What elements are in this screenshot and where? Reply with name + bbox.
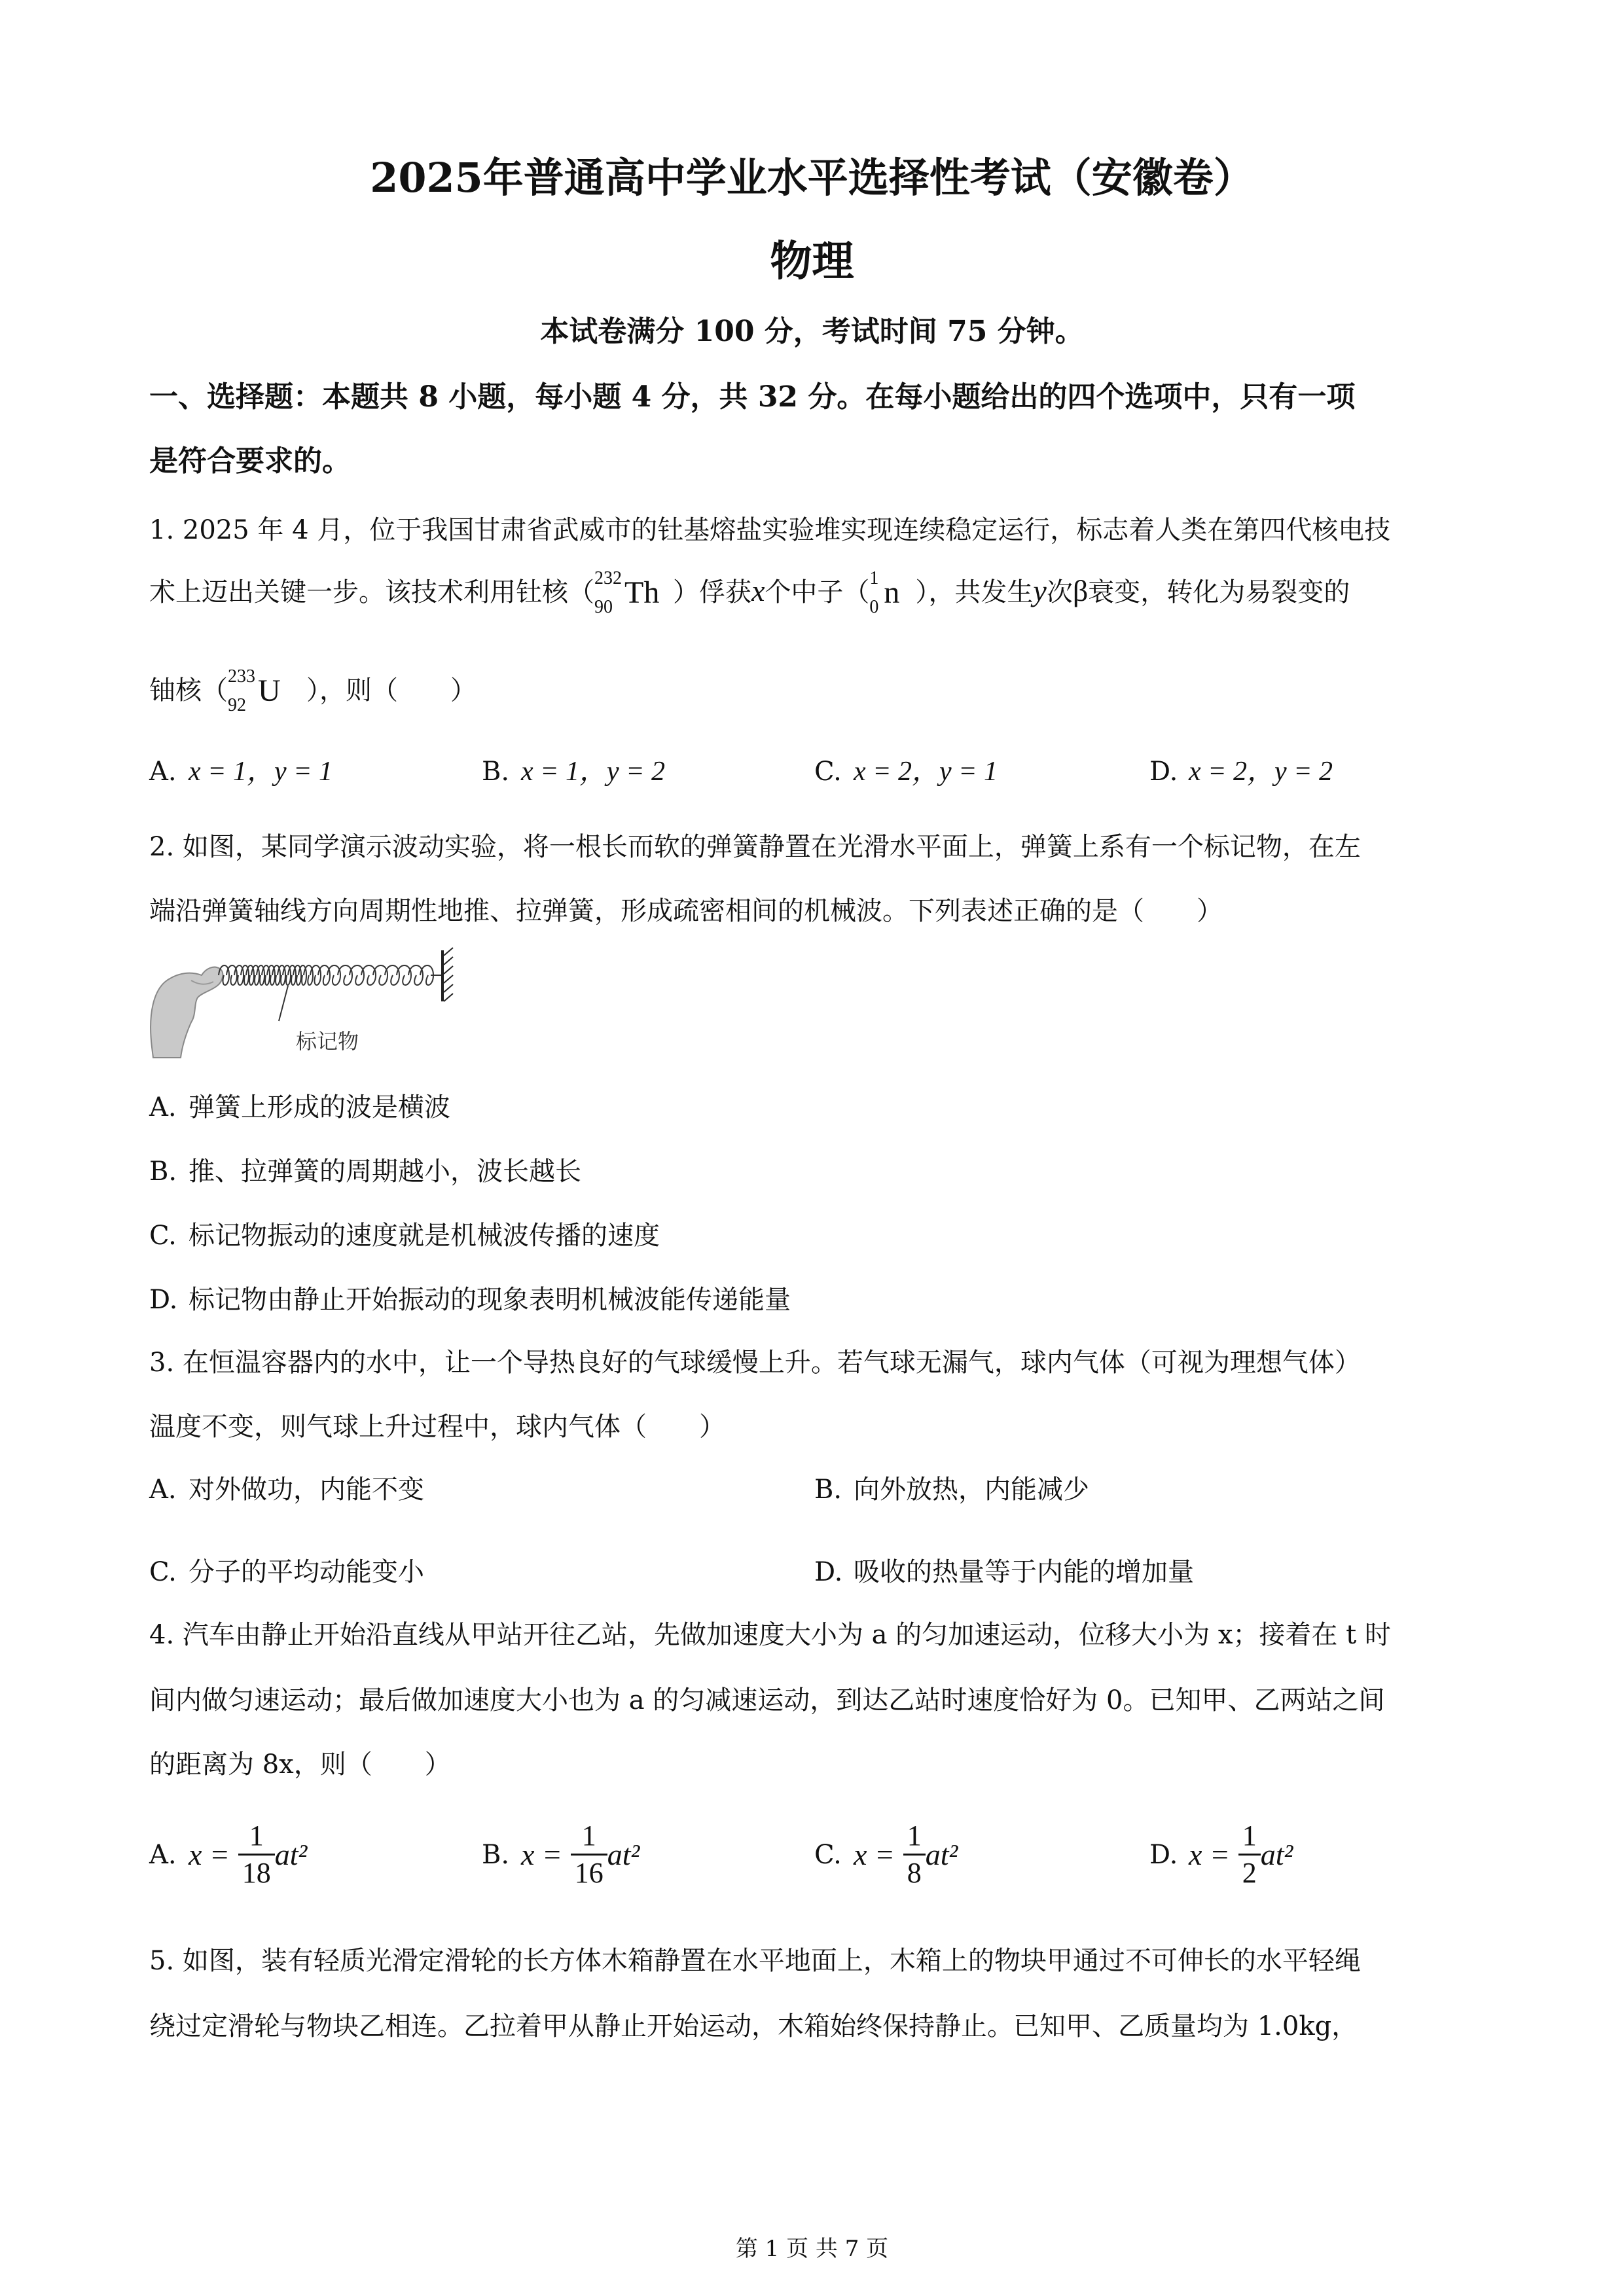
- q1-line3: 铀核（ 233 92 U ），则（ ）: [149, 666, 477, 719]
- q3-option-a[interactable]: A. 对外做功，内能不变: [149, 1475, 424, 1505]
- q1-line2: 术上迈出关键一步。该技术利用钍核（ 232 90 Th ）俘获x个中子（ 1 0 n ），共发生y次β衰变，转化为易裂变的: [149, 568, 1350, 620]
- exam-note: 本试卷满分 100 分，考试时间 75 分钟。: [540, 315, 1084, 348]
- q2-line2: 端沿弹簧轴线方向周期性地推、拉弹簧，形成疏密相间的机械波。下列表述正确的是（ ）: [149, 896, 1223, 926]
- marker-pointer: [279, 986, 288, 1021]
- section-heading-line1: 一、选择题：本题共 8 小题，每小题 4 分，共 32 分。在每小题给出的四个选项中，只有一项: [149, 380, 1356, 414]
- q1-option-b[interactable]: B. x = 1，y = 2: [482, 757, 665, 787]
- spring-coils: [219, 965, 441, 985]
- q3-line1: 3. 在恒温容器内的水中，让一个导热良好的气球缓慢上升。若气球无漏气，球内气体（可视为理想气体）: [149, 1348, 1361, 1378]
- q2-option-a[interactable]: A. 弹簧上形成的波是横波: [149, 1092, 450, 1122]
- q1-line2a: 术上迈出关键一步。该技术利用钍核（: [149, 577, 594, 607]
- q3-option-d[interactable]: D. 吸收的热量等于内能的增加量: [814, 1557, 1194, 1587]
- wall-hatching: [444, 948, 453, 1001]
- q1-line1: 1. 2025 年 4 月，位于我国甘肃省武威市的钍基熔盐实验堆实现连续稳定运行，标志着人类在第四代核电技: [149, 515, 1391, 545]
- q4-option-b[interactable]: B. x = $\frac{1}{16}$ at²: [482, 1818, 640, 1891]
- hand-icon: [151, 967, 223, 1058]
- q4-line3: 的距离为 8x，则（ ）: [149, 1749, 451, 1780]
- neutron-nuclide: 1 0 n: [869, 568, 900, 617]
- q4-option-d[interactable]: D. x = $\frac{1}{2}$ at²: [1149, 1818, 1293, 1891]
- marker-label: 标记物: [296, 1029, 359, 1054]
- q1-option-c[interactable]: C. x = 2，y = 1: [814, 757, 998, 787]
- q3-option-c[interactable]: C. 分子的平均动能变小: [149, 1557, 424, 1587]
- q2-option-c[interactable]: C. 标记物振动的速度就是机械波传播的速度: [149, 1221, 660, 1251]
- q4-option-c[interactable]: C. x = $\frac{1}{8}$ at²: [814, 1818, 958, 1891]
- q4-line1: 4. 汽车由静止开始沿直线从甲站开往乙站，先做加速度大小为 a 的匀加速运动，位移大小为 x；接着在 t 时: [149, 1620, 1391, 1650]
- q3-line2: 温度不变，则气球上升过程中，球内气体（ ）: [149, 1412, 725, 1442]
- exam-title: 2025年普通高中学业水平选择性考试（安徽卷）: [370, 154, 1254, 202]
- thorium-nuclide: 232 90 Th: [594, 568, 660, 617]
- q2-line1: 2. 如图，某同学演示波动实验，将一根长而软的弹簧静置在光滑水平面上，弹簧上系有一个标记物，在左: [149, 832, 1361, 862]
- q3-option-b[interactable]: B. 向外放热，内能减少: [814, 1475, 1089, 1505]
- subject-title: 物理: [770, 237, 854, 286]
- q1-option-a[interactable]: A. x = 1，y = 1: [149, 757, 333, 787]
- q5-line1: 5. 如图，装有轻质光滑定滑轮的长方体木箱静置在水平地面上，木箱上的物块甲通过不可伸长的水平轻绳: [149, 1946, 1361, 1976]
- q2-option-d[interactable]: D. 标记物由静止开始振动的现象表明机械波能传递能量: [149, 1285, 791, 1315]
- q2-option-b[interactable]: B. 推、拉弹簧的周期越小，波长越长: [149, 1157, 581, 1187]
- uranium-nuclide: 233 92 U: [228, 666, 281, 715]
- q5-line2: 绕过定滑轮与物块乙相连。乙拉着甲从静止开始运动，木箱始终保持静止。已知甲、乙质量均为 1.0kg，: [149, 2011, 1358, 2041]
- section-heading-line2: 是符合要求的。: [149, 444, 351, 478]
- page-footer: 第 1 页 共 7 页: [735, 2236, 889, 2262]
- q1-option-d[interactable]: D. x = 2，y = 2: [1149, 757, 1333, 787]
- q4-option-a[interactable]: A. x = $\frac{1}{18}$ at²: [149, 1818, 307, 1891]
- q4-line2: 间内做匀速运动；最后做加速度大小也为 a 的匀减速运动，到达乙站时速度恰好为 0。已知甲、乙两站之间: [149, 1685, 1385, 1715]
- beta-symbol: β: [1072, 574, 1089, 607]
